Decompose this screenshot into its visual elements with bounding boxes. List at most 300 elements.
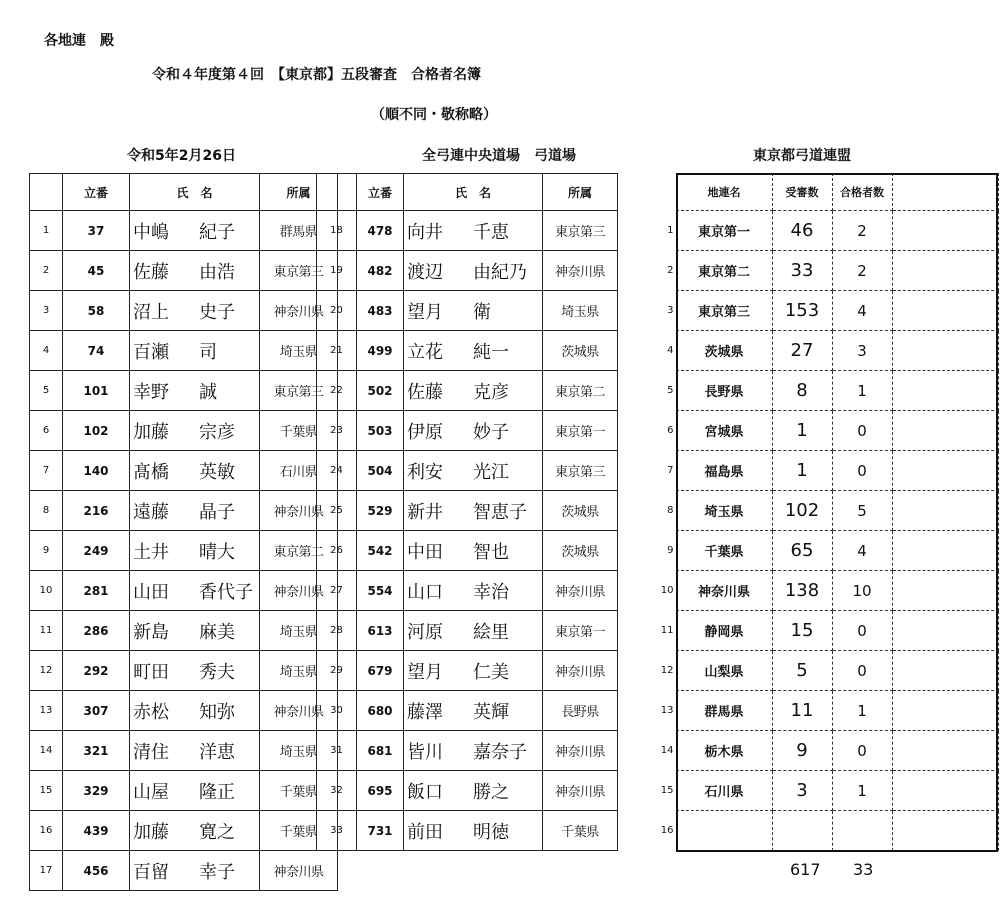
surname: 皆川	[407, 741, 443, 763]
given-name: 紀子	[199, 221, 235, 243]
blank-cell	[892, 531, 998, 571]
passed-count: 2	[832, 211, 892, 251]
row-seq: 32	[317, 771, 357, 811]
passed-count: 0	[832, 611, 892, 651]
surname: 髙橋	[133, 461, 169, 483]
passed-count: 0	[832, 651, 892, 691]
passed-count: 0	[832, 731, 892, 771]
given-name: 絵里	[473, 621, 509, 643]
given-name: 妙子	[473, 421, 509, 443]
row-seq: 30	[317, 691, 357, 731]
region-name: 福島県	[676, 451, 772, 491]
passer-name	[130, 331, 260, 371]
surname: 望月	[407, 661, 443, 683]
row-seq: 10	[660, 585, 674, 596]
row-seq: 22	[317, 371, 357, 411]
summary-row	[650, 251, 998, 291]
number-header: 立番	[63, 174, 130, 211]
passer-name	[404, 371, 543, 411]
region-header: 地連名	[676, 174, 772, 211]
surname: 遠藤	[133, 501, 169, 523]
stand-number: 45	[63, 251, 130, 291]
passer-name	[404, 611, 543, 651]
examinee-count: 153	[772, 291, 832, 331]
surname: 飯口	[407, 781, 443, 803]
surname: 新井	[407, 501, 443, 523]
passer-name	[130, 571, 260, 611]
examinee-count: 1	[772, 411, 832, 451]
row-seq: 4	[667, 345, 674, 356]
passer-name	[404, 531, 543, 571]
stand-number: 140	[63, 451, 130, 491]
region-name: 静岡県	[676, 611, 772, 651]
passer-name	[404, 571, 543, 611]
total-examinees: 617	[790, 860, 821, 879]
passed-count: 4	[832, 291, 892, 331]
affiliation: 長野県	[543, 691, 618, 731]
stand-number: 482	[357, 251, 404, 291]
passer-name	[130, 651, 260, 691]
affiliation: 神奈川県	[260, 691, 338, 731]
surname: 利安	[407, 461, 443, 483]
summary-row	[650, 411, 998, 451]
passer-name	[130, 451, 260, 491]
stand-number: 58	[63, 291, 130, 331]
given-name: 勝之	[473, 781, 509, 803]
stand-number: 695	[357, 771, 404, 811]
row-seq: 13	[30, 691, 63, 731]
surname: 渡辺	[407, 261, 443, 283]
passed-count	[832, 811, 892, 851]
given-name: 宗彦	[199, 421, 235, 443]
blank-cell	[892, 771, 998, 811]
examinee-count: 65	[772, 531, 832, 571]
stand-number: 679	[357, 651, 404, 691]
affiliation: 埼玉県	[260, 611, 338, 651]
affiliation: 千葉県	[260, 411, 338, 451]
stand-number: 249	[63, 531, 130, 571]
passer-name	[404, 211, 543, 251]
table-header-row	[317, 174, 618, 211]
passer-name	[130, 211, 260, 251]
row-seq: 23	[317, 411, 357, 451]
passer-table-right	[316, 173, 618, 851]
table-row	[317, 651, 618, 691]
affiliation: 石川県	[260, 451, 338, 491]
affiliation: 埼玉県	[260, 651, 338, 691]
passer-name	[130, 291, 260, 331]
row-seq: 8	[30, 491, 63, 531]
surname: 加藤	[133, 421, 169, 443]
passer-name	[130, 731, 260, 771]
table-row	[30, 651, 338, 691]
passer-name	[130, 611, 260, 651]
surname: 幸野	[133, 381, 169, 403]
stand-number: 321	[63, 731, 130, 771]
stand-number: 483	[357, 291, 404, 331]
organizer: 東京都弓道連盟	[753, 148, 851, 164]
row-seq: 9	[667, 545, 674, 556]
affiliation: 神奈川県	[543, 571, 618, 611]
name-header: 氏 名	[130, 174, 260, 211]
blank-cell	[892, 291, 998, 331]
passer-name	[130, 411, 260, 451]
surname: 立花	[407, 341, 443, 363]
passer-name	[404, 251, 543, 291]
region-name: 茨城県	[676, 331, 772, 371]
row-seq: 3	[30, 291, 63, 331]
region-name: 群馬県	[676, 691, 772, 731]
table-row	[317, 251, 618, 291]
summary-row	[650, 291, 998, 331]
row-seq: 12	[30, 651, 63, 691]
blank-cell	[892, 411, 998, 451]
table-row	[317, 451, 618, 491]
row-seq: 21	[317, 331, 357, 371]
table-row	[30, 371, 338, 411]
affiliation: 茨城県	[543, 491, 618, 531]
examinee-count: 8	[772, 371, 832, 411]
table-row	[317, 371, 618, 411]
row-seq: 14	[30, 731, 63, 771]
region-name: 東京第三	[676, 291, 772, 331]
surname: 前田	[407, 821, 443, 843]
stand-number: 681	[357, 731, 404, 771]
row-seq: 29	[317, 651, 357, 691]
table-row	[317, 811, 618, 851]
given-name: 幸子	[199, 861, 235, 883]
stand-number: 731	[357, 811, 404, 851]
row-seq: 10	[30, 571, 63, 611]
summary-row	[650, 211, 998, 251]
total-passed: 33	[853, 860, 874, 879]
affiliation: 千葉県	[543, 811, 618, 851]
affiliation: 神奈川県	[543, 731, 618, 771]
given-name: 司	[199, 341, 217, 363]
region-name: 長野県	[676, 371, 772, 411]
passed-count: 2	[832, 251, 892, 291]
surname: 山口	[407, 581, 443, 603]
region-name: 栃木県	[676, 731, 772, 771]
affiliation: 埼玉県	[260, 731, 338, 771]
stand-number: 680	[357, 691, 404, 731]
passer-name	[130, 251, 260, 291]
summary-row	[650, 771, 998, 811]
stand-number: 37	[63, 211, 130, 251]
passed-count: 3	[832, 331, 892, 371]
given-name: 仁美	[473, 661, 509, 683]
row-seq: 3	[667, 305, 674, 316]
surname: 河原	[407, 621, 443, 643]
examinee-count: 138	[772, 571, 832, 611]
surname: 佐藤	[133, 261, 169, 283]
stand-number: 542	[357, 531, 404, 571]
affiliation: 埼玉県	[260, 331, 338, 371]
blank-cell	[892, 251, 998, 291]
blank-cell	[892, 651, 998, 691]
stand-number: 286	[63, 611, 130, 651]
blank-cell	[892, 811, 998, 851]
exam-date: 令和5年2月26日	[127, 148, 236, 164]
table-row	[30, 771, 338, 811]
row-seq: 31	[317, 731, 357, 771]
examinee-count: 1	[772, 451, 832, 491]
table-row	[30, 731, 338, 771]
given-name: 衛	[473, 301, 491, 323]
given-name: 知弥	[199, 701, 235, 723]
blank-cell	[892, 371, 998, 411]
affiliation: 千葉県	[260, 771, 338, 811]
table-row	[30, 691, 338, 731]
stand-number: 74	[63, 331, 130, 371]
affiliation: 東京第一	[543, 411, 618, 451]
given-name: 光江	[473, 461, 509, 483]
surname: 佐藤	[407, 381, 443, 403]
passed-count: 0	[832, 411, 892, 451]
affiliation: 神奈川県	[260, 491, 338, 531]
blank-cell	[892, 691, 998, 731]
table-row	[317, 491, 618, 531]
surname: 土井	[133, 541, 169, 563]
passer-name	[130, 691, 260, 731]
table-row	[30, 211, 338, 251]
row-seq: 15	[30, 771, 63, 811]
given-name: 英敏	[199, 461, 235, 483]
surname: 向井	[407, 221, 443, 243]
given-name: 純一	[473, 341, 509, 363]
surname: 新島	[133, 621, 169, 643]
row-seq: 2	[30, 251, 63, 291]
surname: 百留	[133, 861, 169, 883]
stand-number: 554	[357, 571, 404, 611]
stand-number: 439	[63, 811, 130, 851]
table-row	[317, 571, 618, 611]
row-seq: 17	[30, 851, 63, 891]
table-row	[30, 531, 338, 571]
given-name: 隆正	[199, 781, 235, 803]
row-seq: 24	[317, 451, 357, 491]
given-name: 晴大	[199, 541, 235, 563]
blank-cell	[892, 491, 998, 531]
affiliation: 神奈川県	[260, 291, 338, 331]
row-seq: 8	[667, 505, 674, 516]
stand-number: 499	[357, 331, 404, 371]
seq-header	[30, 174, 63, 211]
summary-row	[650, 811, 998, 851]
passed-count: 10	[832, 571, 892, 611]
row-seq: 5	[667, 385, 674, 396]
surname: 赤松	[133, 701, 169, 723]
passed-count: 1	[832, 771, 892, 811]
row-seq: 4	[30, 331, 63, 371]
affiliation: 群馬県	[260, 211, 338, 251]
row-seq: 12	[660, 665, 674, 676]
affiliation: 東京第二	[543, 371, 618, 411]
blank-cell	[892, 611, 998, 651]
seq-header	[317, 174, 357, 211]
passed-count: 5	[832, 491, 892, 531]
passer-name	[404, 451, 543, 491]
row-seq: 14	[660, 745, 674, 756]
passer-name	[404, 331, 543, 371]
note: （順不同・敬称略）	[371, 107, 497, 123]
surname: 伊原	[407, 421, 443, 443]
given-name: 英輝	[473, 701, 509, 723]
surname: 藤澤	[407, 701, 443, 723]
row-seq: 16	[30, 811, 63, 851]
row-seq: 11	[30, 611, 63, 651]
blank-cell	[892, 211, 998, 251]
passer-name	[130, 851, 260, 891]
surname: 沼上	[133, 301, 169, 323]
table-row	[30, 611, 338, 651]
table-row	[30, 851, 338, 891]
affiliation: 東京第三	[260, 371, 338, 411]
seq-header	[650, 174, 676, 211]
addressee: 各地連 殿	[44, 33, 114, 49]
surname: 中嶋	[133, 221, 169, 243]
summary-row	[650, 571, 998, 611]
affiliation-header: 所属	[543, 174, 618, 211]
examinee-count: 102	[772, 491, 832, 531]
row-seq: 16	[660, 825, 674, 836]
summary-row	[650, 651, 998, 691]
passed-count: 0	[832, 451, 892, 491]
row-seq: 1	[30, 211, 63, 251]
table-row	[30, 451, 338, 491]
surname: 望月	[407, 301, 443, 323]
affiliation: 東京第二	[260, 531, 338, 571]
row-seq: 20	[317, 291, 357, 331]
stand-number: 504	[357, 451, 404, 491]
row-seq: 6	[30, 411, 63, 451]
stand-number: 281	[63, 571, 130, 611]
examinee-count: 11	[772, 691, 832, 731]
summary-row	[650, 371, 998, 411]
examinee-count: 46	[772, 211, 832, 251]
affiliation: 神奈川県	[543, 651, 618, 691]
given-name: 智恵子	[473, 501, 527, 523]
row-seq: 28	[317, 611, 357, 651]
given-name: 智也	[473, 541, 509, 563]
table-header-row	[30, 174, 338, 211]
row-seq: 25	[317, 491, 357, 531]
summary-row	[650, 531, 998, 571]
affiliation: 埼玉県	[543, 291, 618, 331]
affiliation: 神奈川県	[543, 251, 618, 291]
surname: 町田	[133, 661, 169, 683]
examinee-count: 27	[772, 331, 832, 371]
exam-venue: 全弓連中央道場 弓道場	[422, 148, 576, 164]
table-row	[30, 811, 338, 851]
row-seq: 2	[667, 265, 674, 276]
affiliation: 東京第三	[543, 451, 618, 491]
given-name: 嘉奈子	[473, 741, 527, 763]
summary-row	[650, 731, 998, 771]
region-name	[676, 811, 772, 851]
table-row	[317, 331, 618, 371]
affiliation: 神奈川県	[260, 571, 338, 611]
passed-count: 1	[832, 691, 892, 731]
table-row	[317, 611, 618, 651]
table-row	[317, 211, 618, 251]
table-row	[30, 291, 338, 331]
table-header-row	[650, 174, 998, 211]
given-name: 明徳	[473, 821, 509, 843]
given-name: 晶子	[199, 501, 235, 523]
row-seq: 9	[30, 531, 63, 571]
region-name: 宮城県	[676, 411, 772, 451]
given-name: 由浩	[199, 261, 235, 283]
affiliation: 東京第三	[260, 251, 338, 291]
stand-number: 307	[63, 691, 130, 731]
surname: 山屋	[133, 781, 169, 803]
region-name: 神奈川県	[676, 571, 772, 611]
region-name: 山梨県	[676, 651, 772, 691]
passer-name	[404, 691, 543, 731]
affiliation: 東京第三	[543, 211, 618, 251]
stand-number: 502	[357, 371, 404, 411]
region-name: 東京第二	[676, 251, 772, 291]
surname: 百瀬	[133, 341, 169, 363]
row-seq: 13	[660, 705, 674, 716]
row-seq: 11	[660, 625, 674, 636]
passer-name	[404, 491, 543, 531]
passed-header: 合格者数	[832, 174, 892, 211]
affiliation: 茨城県	[543, 331, 618, 371]
given-name: 秀夫	[199, 661, 235, 683]
given-name: 誠	[199, 381, 217, 403]
region-name: 千葉県	[676, 531, 772, 571]
surname: 山田	[133, 581, 169, 603]
passer-name	[404, 731, 543, 771]
table-row	[30, 411, 338, 451]
table-row	[317, 531, 618, 571]
passer-name	[404, 771, 543, 811]
passer-name	[404, 411, 543, 451]
row-seq: 26	[317, 531, 357, 571]
given-name: 寛之	[199, 821, 235, 843]
summary-row	[650, 491, 998, 531]
passer-name	[404, 291, 543, 331]
affiliation: 神奈川県	[260, 851, 338, 891]
table-row	[30, 491, 338, 531]
table-row	[317, 691, 618, 731]
summary-row	[650, 691, 998, 731]
blank-cell	[892, 331, 998, 371]
stand-number: 503	[357, 411, 404, 451]
affiliation: 千葉県	[260, 811, 338, 851]
stand-number: 456	[63, 851, 130, 891]
row-seq: 33	[317, 811, 357, 851]
number-header: 立番	[357, 174, 404, 211]
blank-cell	[892, 571, 998, 611]
blank-header	[892, 174, 998, 211]
surname: 中田	[407, 541, 443, 563]
passer-name	[130, 771, 260, 811]
blank-cell	[892, 451, 998, 491]
summary-row	[650, 331, 998, 371]
row-seq: 5	[30, 371, 63, 411]
row-seq: 27	[317, 571, 357, 611]
summary-row	[650, 611, 998, 651]
document-title: 令和４年度第４回 【東京都】五段審査 合格者名簿	[152, 67, 481, 83]
table-row	[317, 411, 618, 451]
row-seq: 1	[667, 225, 674, 236]
examinee-count: 3	[772, 771, 832, 811]
row-seq: 15	[660, 785, 674, 796]
given-name: 千恵	[473, 221, 509, 243]
